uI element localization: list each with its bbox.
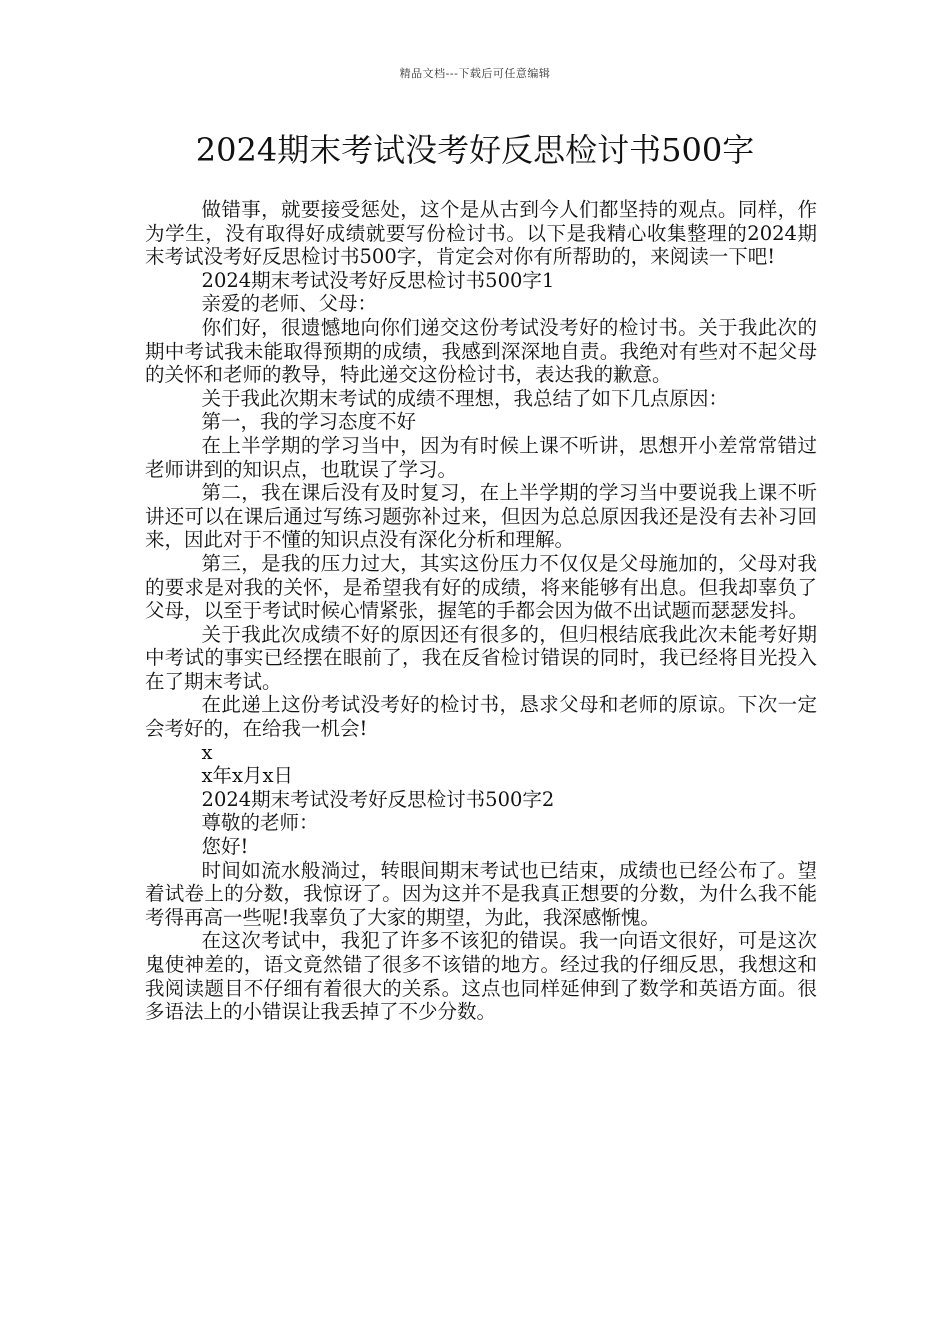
date-line: x年x月x日 bbox=[201, 764, 294, 788]
salutation-1: 亲爱的老师、父母： bbox=[201, 292, 378, 316]
paragraph: 第二，我在课后没有及时复习，在上半学期的学习当中要说我上课不听讲还可以在课后通过写练习题弥补过来，但因为总总原因我还是没有去补习回来，因此对于不懂的知识点没有深化分析和理解。 bbox=[145, 481, 817, 552]
paragraph: 第三，是我的压力过大，其实这份压力不仅仅是父母施加的，父母对我的要求是对我的关怀，是希望我有好的成绩，将来能够有出息。但我却辜负了父母，以至于考试时候心情紧张，握笔的手都会因为做不出试题而瑟瑟发抖。 bbox=[145, 551, 817, 623]
paragraph: 关于我此次成绩不好的原因还有很多的，但归根结底我此次未能考好期中考试的事实已经摆在眼前了，我在反省检讨错误的同时，我已经将目光投入在了期末考试。 bbox=[145, 622, 817, 693]
greeting: 您好! bbox=[201, 835, 249, 859]
paragraph: 时间如流水般淌过，转眼间期末考试也已结束，成绩也已经公布了。望着试卷上的分数，我惊讶了。因为这并不是我真正想要的分数，为什么我不能考得再高一些呢!我辜负了大家的期望，为此，我深感惭愧。 bbox=[145, 858, 817, 929]
paragraph: 在此递上这份考试没考好的检讨书，恳求父母和老师的原谅。下次一定会考好的，在给我一机会! bbox=[145, 693, 817, 741]
paragraph-intro: 做错事，就要接受惩处，这个是从古到今人们都坚持的观点。同样，作为学生，没有取得好成绩就要写份检讨书。以下是我精心收集整理的2024期末考试没考好反思检讨书500字，肯定会对你有所帮助的，来阅读一下吧! bbox=[145, 198, 817, 269]
section-heading-2: 2024期末考试没考好反思检讨书500字2 bbox=[201, 787, 555, 811]
paragraph: 你们好，很遗憾地向你们递交这份考试没考好的检讨书。关于我此次的期中考试我未能取得预期的成绩，我感到深深地自责。我绝对有些对不起父母的关怀和老师的教导，特此递交这份检讨书，表达我的歉意。 bbox=[145, 315, 817, 387]
header-note: 精品文档---下载后可任意编辑 bbox=[399, 67, 551, 80]
paragraph: 关于我此次期末考试的成绩不理想，我总结了如下几点原因： bbox=[201, 386, 729, 410]
salutation-2: 尊敬的老师： bbox=[201, 811, 319, 835]
paragraph: 第一，我的学习态度不好 bbox=[201, 410, 417, 434]
section-heading-1: 2024期末考试没考好反思检讨书500字1 bbox=[201, 268, 555, 292]
paragraph: 在上半学期的学习当中，因为有时候上课不听讲，思想开小差常常错过老师讲到的知识点，也耽误了学习。 bbox=[145, 433, 817, 481]
document-title: 2024期末考试没考好反思检讨书500字 bbox=[195, 131, 755, 169]
signature: x bbox=[201, 740, 213, 764]
paragraph: 在这次考试中，我犯了许多不该犯的错误。我一向语文很好，可是这次鬼使神差的，语文竟然错了很多不该错的地方。经过我的仔细反思，我想这和我阅读题目不仔细有着很大的关系。这点也同样延伸到了数学和英语方面。很多语法上的小错误让我丢掉了不少分数。 bbox=[145, 929, 817, 1024]
document-body bbox=[145, 198, 817, 1024]
